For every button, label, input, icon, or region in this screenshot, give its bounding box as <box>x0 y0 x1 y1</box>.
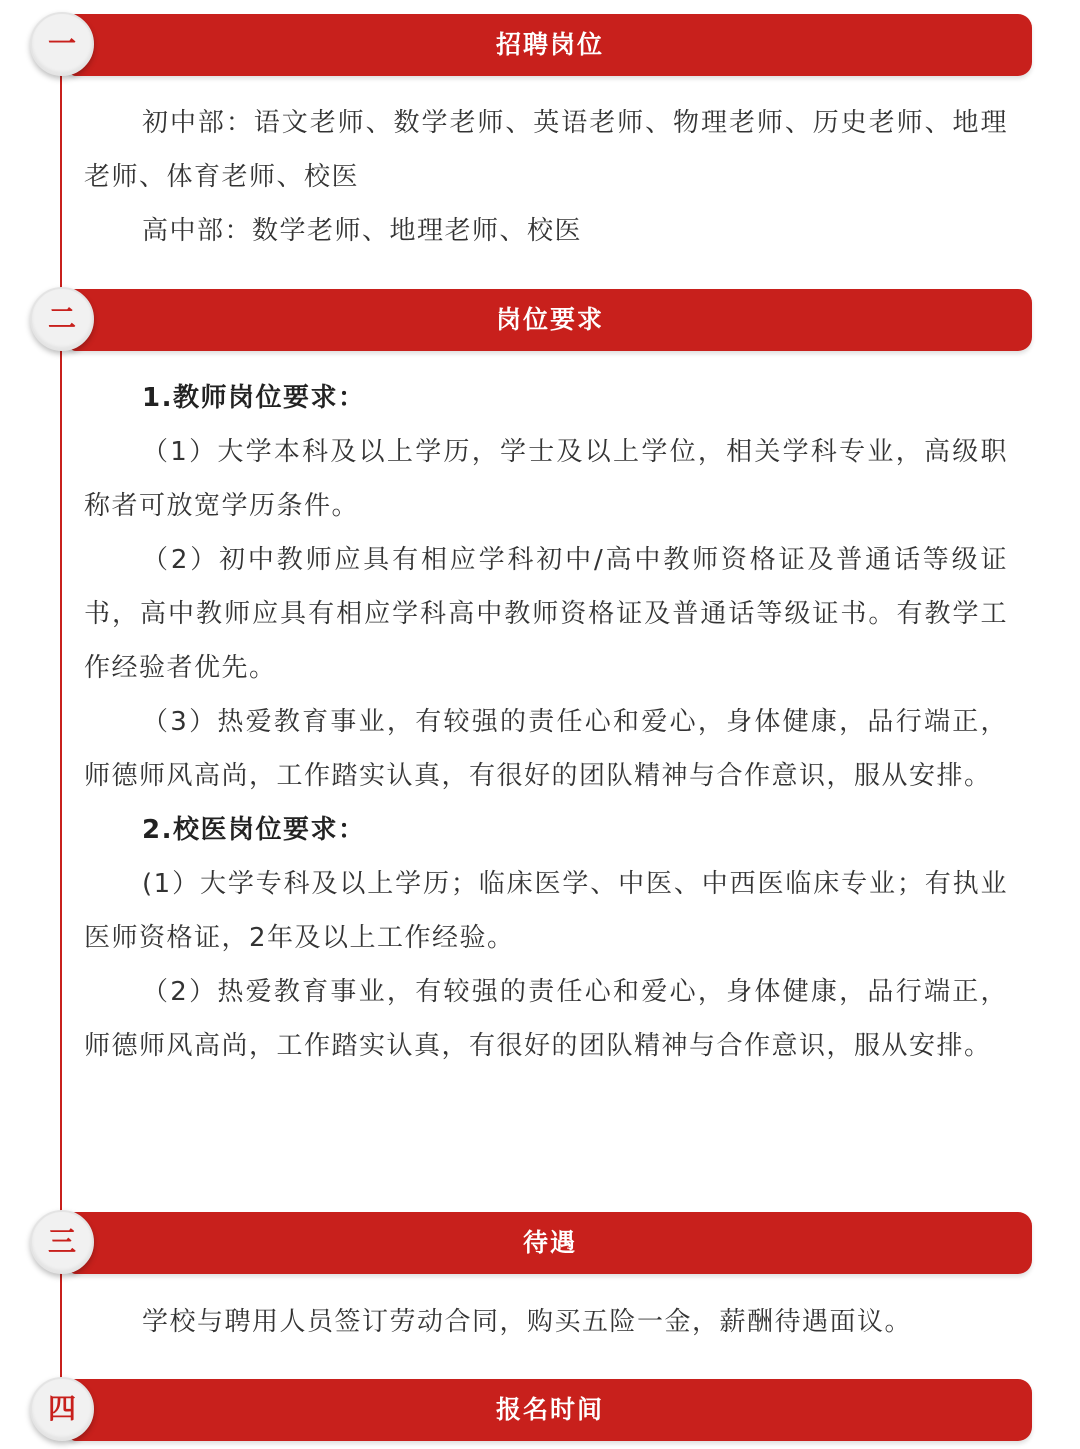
junior-positions: 初中部：语文老师、数学老师、英语老师、物理老师、历史老师、地理老师、体育老师、校医 <box>84 108 1008 192</box>
section-header-4 <box>0 1373 1080 1449</box>
section-number-badge <box>30 1377 94 1441</box>
section-number: 四 <box>47 1392 76 1425</box>
section-title: 岗位要求 <box>495 305 604 334</box>
section-number: 二 <box>47 302 76 335</box>
section-header-1 <box>0 8 1080 84</box>
section-content-3 <box>84 1295 1008 1349</box>
doctor-requirements-heading: 2.校医岗位要求： <box>142 815 366 845</box>
section-title: 报名时间 <box>495 1395 604 1424</box>
section-number: 三 <box>47 1225 76 1258</box>
section-header-bar <box>68 1379 1032 1441</box>
section-header-bar <box>68 14 1032 76</box>
section-number-badge <box>30 287 94 351</box>
teacher-requirement-item: （2）初中教师应具有相应学科初中/高中教师资格证及普通话等级证书，高中教师应具有相应学科高中教师资格证及普通话等级证书。有教学工作经验者优先。 <box>84 545 1008 683</box>
section-header-2 <box>0 283 1080 359</box>
teacher-requirement-item: （1）大学本科及以上学历，学士及以上学位，相关学科专业，高级职称者可放宽学历条件。 <box>84 437 1008 521</box>
section-number: 一 <box>47 27 76 60</box>
senior-positions: 高中部：数学老师、地理老师、校医 <box>142 216 583 246</box>
section-content-1 <box>84 96 1008 258</box>
doctor-requirement-item: (1）大学专科及以上学历；临床医学、中医、中西医临床专业；有执业医师资格证，2年及以上工作经验。 <box>84 869 1008 953</box>
section-number-badge <box>30 12 94 76</box>
benefits-text: 学校与聘用人员签订劳动合同，购买五险一金，薪酬待遇面议。 <box>142 1307 913 1337</box>
section-title: 待遇 <box>522 1228 577 1257</box>
section-number-badge <box>30 1210 94 1274</box>
teacher-requirement-item: （3）热爱教育事业，有较强的责任心和爱心，身体健康，品行端正，师德师风高尚，工作踏实认真，有很好的团队精神与合作意识，服从安排。 <box>84 707 1008 791</box>
section-header-bar <box>68 289 1032 351</box>
section-header-3 <box>0 1206 1080 1282</box>
section-content-2 <box>84 371 1008 1073</box>
section-title: 招聘岗位 <box>495 30 604 59</box>
teacher-requirements-heading: 1.教师岗位要求： <box>142 383 366 413</box>
section-header-bar <box>68 1212 1032 1274</box>
doctor-requirement-item: （2）热爱教育事业，有较强的责任心和爱心，身体健康，品行端正，师德师风高尚，工作踏实认真，有很好的团队精神与合作意识，服从安排。 <box>84 977 1008 1061</box>
